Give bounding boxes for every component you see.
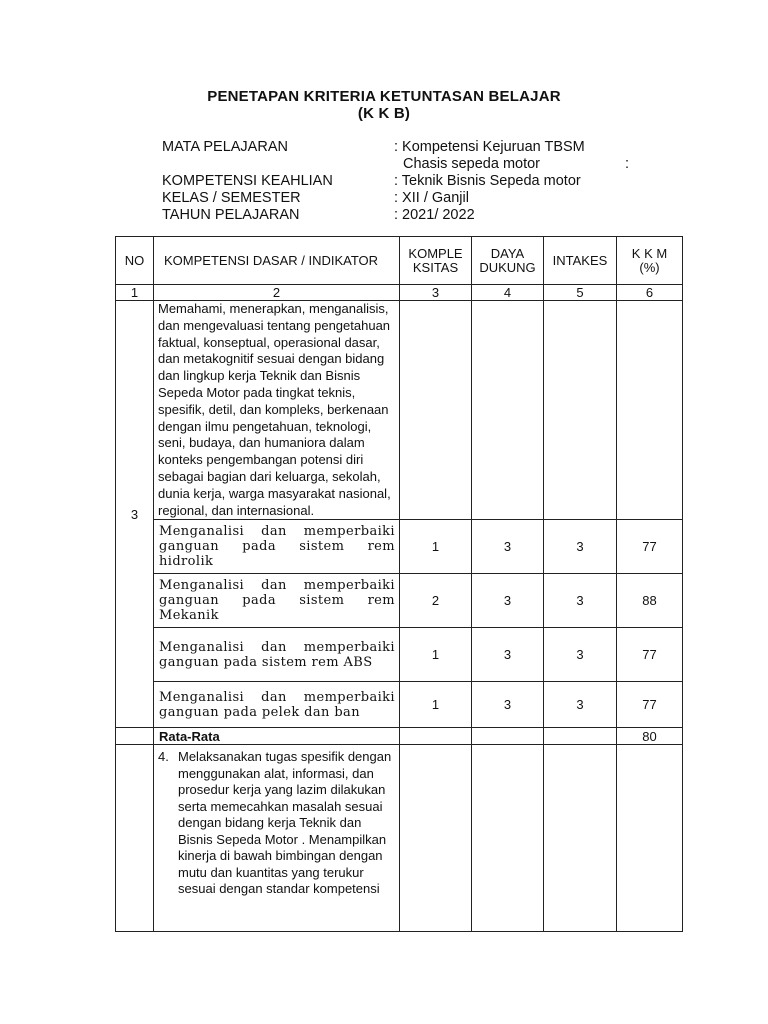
kelas-value: : XII / Ganjil	[394, 190, 469, 206]
header-no: NO	[116, 237, 154, 285]
empty-cell	[544, 728, 617, 745]
daya-dukung-value: 3	[472, 574, 544, 628]
kkm-value: 77	[617, 628, 683, 682]
empty-cell	[472, 301, 544, 520]
indicator-text: Menganalisi dan memperbaiki ganguan pada pelek dan ban	[154, 682, 400, 728]
col-number: 5	[544, 285, 617, 301]
kkm-value: 77	[617, 520, 683, 574]
rata-rata-row	[116, 728, 683, 745]
kompetensi-dasar-description: Memahami, menerapkan, menganalisis, dan mengevaluasi tentang pengetahuan faktual, konseptual, operasional dasar, dan metakognitif sesuai dengan bidang dan lingkup kerja Teknik dan Bisnis Sepeda Motor pada tingkat teknis, spesifik, detil, dan kompleks, berkenaan dengan ilmu pengetahuan, teknologi, seni, budaya, dan humaniora dalam konteks pengembangan potensi diri sebagai bagian dari keluarga, sekolah, dunia kerja, warga masyarakat nasional, regional, dan internasional.	[154, 301, 400, 520]
table-row	[116, 682, 683, 728]
kkm-value: 77	[617, 682, 683, 728]
table-row	[116, 520, 683, 574]
group-number: 3	[116, 301, 154, 728]
col-number: 2	[154, 285, 400, 301]
header-intakes: INTAKES	[544, 237, 617, 285]
col-number: 6	[617, 285, 683, 301]
kompleksitas-value: 1	[400, 520, 472, 574]
empty-cell	[400, 745, 472, 932]
mata-pelajaran-colon: :	[625, 156, 630, 172]
intakes-value: 3	[544, 682, 617, 728]
kkm-value: 88	[617, 574, 683, 628]
kelas-label: KELAS / SEMESTER	[162, 190, 301, 206]
empty-cell	[400, 728, 472, 745]
table-header-row	[116, 237, 683, 285]
table-row	[116, 301, 683, 520]
kompetensi-dasar-4	[154, 745, 400, 932]
empty-cell	[400, 301, 472, 520]
header-kkm: K K M (%)	[617, 237, 683, 285]
header-daya-dukung: DAYA DUKUNG	[472, 237, 544, 285]
empty-cell	[116, 728, 154, 745]
indicator-text: Menganalisi dan memperbaiki ganguan pada sistem rem Mekanik	[154, 574, 400, 628]
rata-rata-value: 80	[617, 728, 683, 745]
empty-cell	[472, 745, 544, 932]
rata-rata-label: Rata-Rata	[154, 728, 400, 745]
table-row	[116, 574, 683, 628]
col-number: 1	[116, 285, 154, 301]
header-kompleksitas: KOMPLE KSITAS	[400, 237, 472, 285]
kompetensi-value: : Teknik Bisnis Sepeda motor	[394, 173, 581, 189]
empty-cell	[116, 745, 154, 932]
intakes-value: 3	[544, 520, 617, 574]
kd-number: 4.	[158, 749, 169, 765]
empty-cell	[617, 301, 683, 520]
kompleksitas-value: 2	[400, 574, 472, 628]
daya-dukung-value: 3	[472, 682, 544, 728]
table-row	[116, 628, 683, 682]
indicator-text: Menganalisi dan memperbaiki ganguan pada sistem rem hidrolik	[154, 520, 400, 574]
empty-cell	[544, 301, 617, 520]
tahun-value: : 2021/ 2022	[394, 207, 475, 223]
daya-dukung-value: 3	[472, 520, 544, 574]
table-row	[116, 745, 683, 932]
header-kompetensi-dasar: KOMPETENSI DASAR / INDIKATOR	[154, 237, 400, 285]
empty-cell	[544, 745, 617, 932]
daya-dukung-value: 3	[472, 628, 544, 682]
tahun-label: TAHUN PELAJARAN	[162, 207, 300, 223]
empty-cell	[617, 745, 683, 932]
intakes-value: 3	[544, 574, 617, 628]
document-title: PENETAPAN KRITERIA KETUNTASAN BELAJAR	[207, 88, 561, 105]
kompetensi-label: KOMPETENSI KEAHLIAN	[162, 173, 333, 189]
intakes-value: 3	[544, 628, 617, 682]
kd-4-text: Melaksanakan tugas spesifik dengan menggunakan alat, informasi, dan prosedur kerja yang lazim dilakukan serta memecahkan masalah sesuai dengan bidang kerja Teknik dan Bisnis Sepeda Motor . Menampilkan kinerja di bawah bimbingan dengan mutu dan kuantitas yang terukur sesuai dengan standar kompetensi	[178, 749, 392, 897]
column-number-row	[116, 285, 683, 301]
kkb-table	[115, 236, 683, 932]
mata-pelajaran-sub: Chasis sepeda motor	[403, 156, 541, 172]
indicator-text: Menganalisi dan memperbaiki ganguan pada sistem rem ABS	[154, 628, 400, 682]
mata-pelajaran-label: MATA PELAJARAN	[162, 139, 288, 155]
mata-pelajaran-value: : Kompetensi Kejuruan TBSM	[394, 139, 585, 155]
kompleksitas-value: 1	[400, 682, 472, 728]
empty-cell	[472, 728, 544, 745]
col-number: 3	[400, 285, 472, 301]
document-subtitle: (K K B)	[357, 105, 411, 122]
kompleksitas-value: 1	[400, 628, 472, 682]
col-number: 4	[472, 285, 544, 301]
